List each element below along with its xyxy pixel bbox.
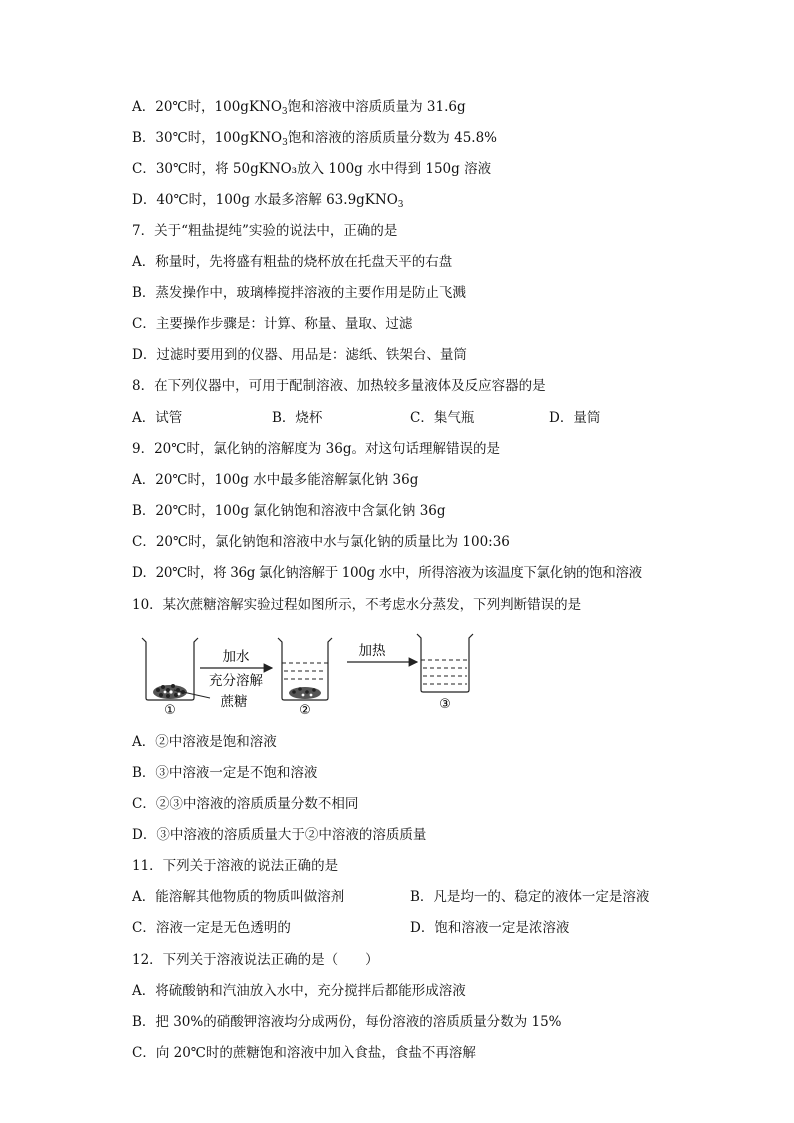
q7-option-b: B．蒸发操作中，玻璃棒搅拌溶液的主要作用是防止飞溅 [132,285,466,301]
q9-option-d: D．20℃时，将 36g 氯化钠溶解于 100g 水中，所得溶液为该温度下氯化钠的饱和溶液 [132,565,642,581]
arrow-1-top-label: 加水 [222,649,250,665]
q8-stem: 8．在下列仪器中，可用于配制溶液、加热较多量液体及反应容器的是 [132,378,546,394]
q9-option-a: A．20℃时，100g 水中最多能溶解氯化钠 36g [132,472,419,488]
q7-option-a: A．称量时，先将盛有粗盐的烧杯放在托盘天平的右盘 [132,254,453,270]
q12-option-a: A．将硫酸钠和汽油放入水中，充分搅拌后都能形成溶液 [132,983,466,999]
sugar-label: 蔗糖 [220,694,248,710]
q6-option-d-subscript: 3 [397,200,404,210]
beaker-3-label: ③ [439,697,451,712]
q9-stem: 9．20℃时，氯化钠的溶解度为 36g。对这句话理解错误的是 [132,441,500,457]
q6-option-a-text-end: 饱和溶液中溶质质量为 31.6g [287,99,466,115]
q10-option-b: B．③中溶液一定是不饱和溶液 [132,765,318,781]
beaker-1-label: ① [164,703,176,716]
beaker-2-label: ② [299,703,311,716]
q6-option-b-text: B．30℃时，100gKNO [132,130,283,146]
q6-option-d [132,191,404,209]
q8-option-d: D．量筒 [549,410,601,426]
q6-option-a-subscript: 3 [281,107,288,117]
beaker-2 [278,638,332,700]
q7-option-c: C．主要操作步骤是：计算、称量、量取、过滤 [132,316,413,332]
q7-option-d: D．过滤时要用到的仪器、用品是：滤纸、铁架台、量筒 [132,347,467,363]
q8-option-b: B．烧杯 [272,410,323,426]
q6-option-b [132,129,497,147]
q6-option-b-text-end: 饱和溶液的溶质质量分数为 45.8% [287,130,497,146]
q6-option-c: C．30℃时，将 50gKNO₃放入 100g 水中得到 150g 溶液 [132,161,492,177]
q6-option-d-text: D．40℃时，100g 水最多溶解 63.9gKNO [132,192,398,208]
q11-option-c: C．溶液一定是无色透明的 [132,920,291,936]
q7-stem: 7．关于“粗盐提纯”实验的说法中，正确的是 [132,223,398,239]
q10-stem: 10．某次蔗糖溶解实验过程如图所示，不考虑水分蒸发，下列判断错误的是 [132,597,582,613]
q10-dissolution-figure [132,630,522,716]
q10-option-a: A．②中溶液是饱和溶液 [132,734,277,750]
beaker-1 [142,638,198,700]
q8-option-c: C．集气瓶 [410,410,475,426]
q12-stem: 12．下列关于溶液说法正确的是（ ） [132,952,379,968]
q11-stem: 11．下列关于溶液的说法正确的是 [132,858,339,874]
q8-option-a: A．试管 [132,410,183,426]
beaker-3 [417,634,473,692]
q11-option-d: D．饱和溶液一定是浓溶液 [410,920,570,936]
q10-option-c: C．②③中溶液的溶质质量分数不相同 [132,796,359,812]
arrow-1-bottom-label: 充分溶解 [209,673,263,689]
q9-option-b: B．20℃时，100g 氯化钠饱和溶液中含氯化钠 36g [132,503,446,519]
q6-option-b-subscript: 3 [282,138,288,148]
q12-option-b: B．把 30%的硝酸钾溶液均分成两份，每份溶液的溶质质量分数为 15% [132,1014,562,1030]
q6-option-a [132,98,466,116]
q6-option-a-text: A．20℃时，100gKNO [132,99,282,115]
q11-option-b: B．凡是均一的、稳定的液体一定是溶液 [410,889,650,905]
q11-option-a: A．能溶解其他物质的物质叫做溶剂 [132,889,345,905]
arrow-2-label: 加热 [358,643,386,659]
q9-option-c: C．20℃时，氯化钠饱和溶液中水与氯化钠的质量比为 100:36 [132,534,510,550]
q10-option-d: D．③中溶液的溶质质量大于②中溶液的溶质质量 [132,827,427,843]
q12-option-c: C．向 20℃时的蔗糖饱和溶液中加入食盐，食盐不再溶解 [132,1045,476,1061]
